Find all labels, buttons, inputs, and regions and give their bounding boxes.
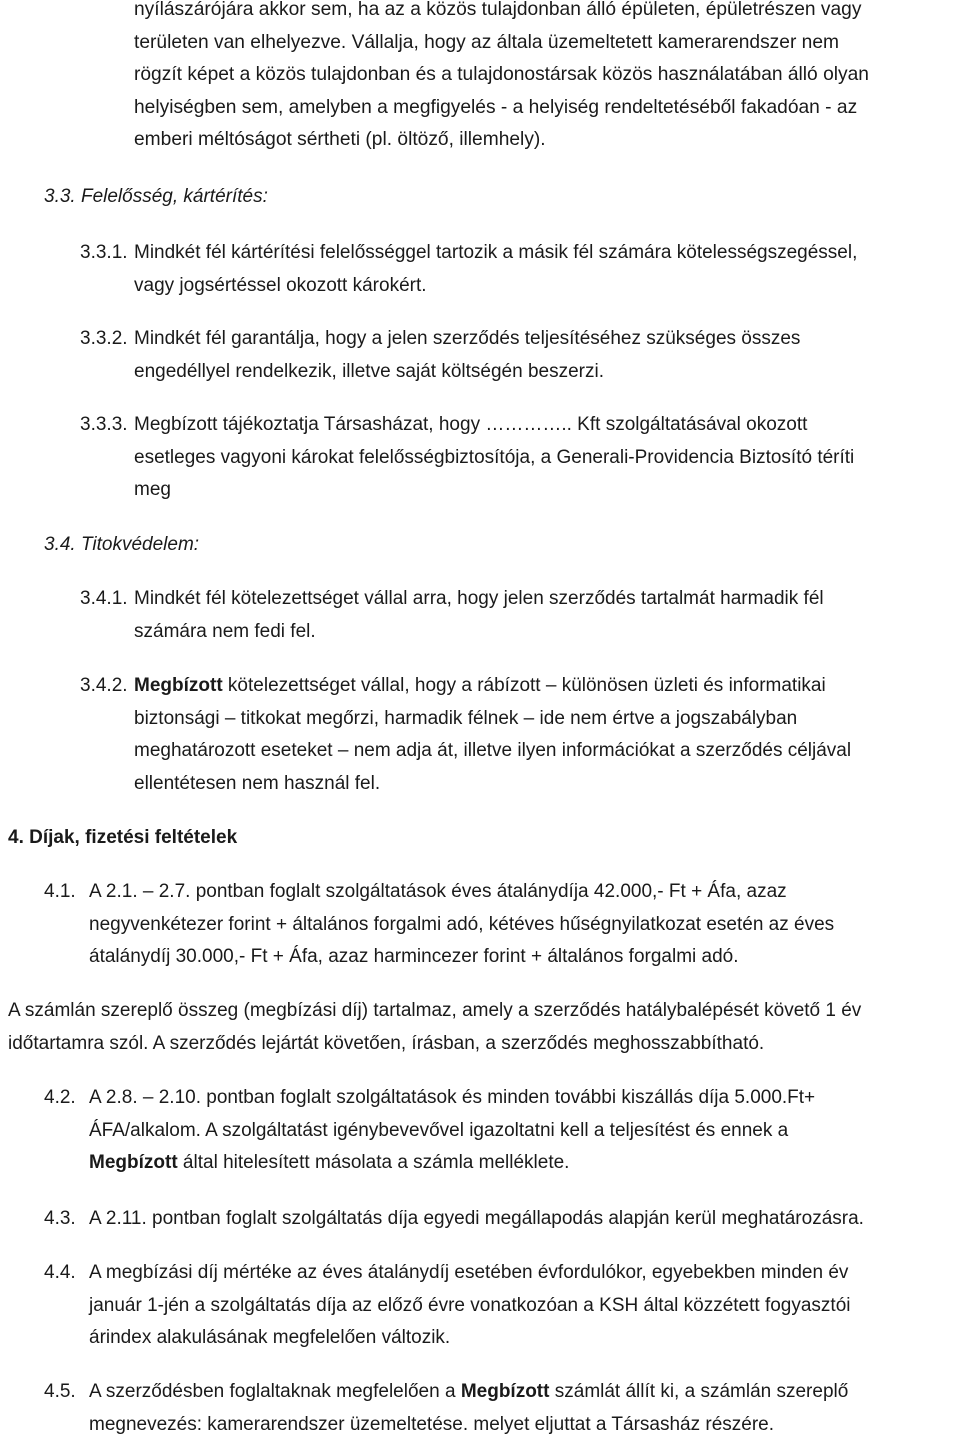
item-line: engedéllyel rendelkezik, illetve saját költségén beszerzi. [134,356,800,389]
fee-paragraph [8,995,861,1060]
intro-line: nyílászárójára akkor sem, ha az a közös tulajdonban álló épületen, épületrészen vagy [134,0,869,27]
item-line: A megbízási díj mértéke az éves átalánydíj esetében évfordulókor, egyebekben minden év [89,1257,851,1290]
para-line: időtartamra szól. A szerződés lejártát követően, írásban, a szerződés meghosszabbítható. [8,1028,861,1061]
bold-term: Megbízott [461,1381,550,1402]
item-4-5 [89,1376,848,1441]
intro-line: helyiségben sem, amelyben a megfigyelés - a helyiség rendeltetéséből fakadóan - az [134,92,869,125]
item-line: január 1-jén a szolgáltatás díja az előző évre vonatkozóan a KSH által közzétett fogyasztói [89,1290,851,1323]
section-3-3-heading: 3.3. Felelősség, kártérítés: [44,181,268,214]
item-number: 3.3.2. [80,323,128,356]
intro-line: rögzít képet a közös tulajdonban és a tulajdonostársak közös használatában álló olyan [134,59,869,92]
para-line: A számlán szereplő összeg (megbízási díj) tartalmaz, amely a szerződés hatálybalépését követő 1 év [8,995,861,1028]
item-3-4-2 [134,670,851,800]
item-line: A 2.8. – 2.10. pontban foglalt szolgáltatások és minden további kiszállás díja 5.000.Ft+ [89,1082,815,1115]
item-line: A 2.11. pontban foglalt szolgáltatás díja egyedi megállapodás alapján kerül meghatározásra. [89,1203,864,1236]
item-line [89,1147,815,1180]
item-line: A 2.1. – 2.7. pontban foglalt szolgáltatások éves átalánydíja 42.000,- Ft + Áfa, azaz [89,876,834,909]
bold-term: Megbízott [89,1152,178,1173]
item-4-3 [89,1203,864,1236]
item-line: Megbízott tájékoztatja Társasházat, hogy ………….. Kft szolgáltatásával okozott [134,409,854,442]
item-line: árindex alakulásának megfelelően változik. [89,1322,851,1355]
item-line: ellentétesen nem használ fel. [134,768,851,801]
item-line: megnevezés: kamerarendszer üzemeltetése. melyet eljuttat a Társasház részére. [89,1409,848,1441]
item-4-4 [89,1257,851,1355]
section-4-heading: 4. Díjak, fizetési feltételek [8,822,237,855]
item-number: 3.4.2. [80,670,128,703]
section-3-4-heading: 3.4. Titokvédelem: [44,529,199,562]
item-text: számlát állít ki, a számlán szereplő [549,1381,848,1402]
item-number: 3.3.1. [80,237,128,270]
item-line [89,1376,848,1409]
item-line: átalánydíj 30.000,- Ft + Áfa, azaz harmincezer forint + általános forgalmi adó. [89,941,834,974]
item-4-1 [89,876,834,974]
item-line: Mindkét fél kötelezettséget vállal arra, hogy jelen szerződés tartalmát harmadik fél [134,583,824,616]
item-number: 3.4.1. [80,583,128,616]
item-number: 4.2. [44,1082,76,1115]
item-text: A szerződésben foglaltaknak megfelelően a [89,1381,461,1402]
item-line: esetleges vagyoni károkat felelősségbiztosítója, a Generali-Providencia Biztosító téríti [134,442,854,475]
item-number: 4.5. [44,1376,76,1409]
item-line: negyvenkétezer forint + általános forgalmi adó, kétéves hűségnyilatkozat esetén az éves [89,909,834,942]
item-3-3-2 [134,323,800,388]
item-4-2 [89,1082,815,1180]
item-number: 4.4. [44,1257,76,1290]
item-line: Mindkét fél garantálja, hogy a jelen szerződés teljesítéséhez szükséges összes [134,323,800,356]
item-line: számára nem fedi fel. [134,616,824,649]
intro-line: területen van elhelyezve. Vállalja, hogy az általa üzemeltetett kamerarendszer nem [134,27,869,60]
item-3-3-3 [134,409,854,507]
intro-line: emberi méltóságot sértheti (pl. öltöző, illemhely). [134,124,869,157]
item-number: 4.3. [44,1203,76,1236]
intro-paragraph [134,0,869,157]
bold-term: Megbízott [134,675,223,696]
item-3-4-1 [134,583,824,648]
item-number: 3.3.3. [80,409,128,442]
item-line: Mindkét fél kártérítési felelősséggel tartozik a másik fél számára kötelességszegéssel, [134,237,857,270]
item-3-3-1 [134,237,857,302]
item-line [134,670,851,703]
item-text: által hitelesített másolata a számla melléklete. [178,1152,570,1173]
item-number: 4.1. [44,876,76,909]
item-text: kötelezettséget vállal, hogy a rábízott – különösen üzleti és informatikai [223,675,826,696]
item-line: meg [134,474,854,507]
item-line: meghatározott eseteket – nem adja át, illetve ilyen információkat a szerződés céljával [134,735,851,768]
item-line: ÁFA/alkalom. A szolgáltatást igénybevevővel igazoltatni kell a teljesítést és ennek a [89,1115,815,1148]
item-line: vagy jogsértéssel okozott károkért. [134,270,857,303]
item-line: biztonsági – titkokat megőrzi, harmadik félnek – ide nem értve a jogszabályban [134,703,851,736]
